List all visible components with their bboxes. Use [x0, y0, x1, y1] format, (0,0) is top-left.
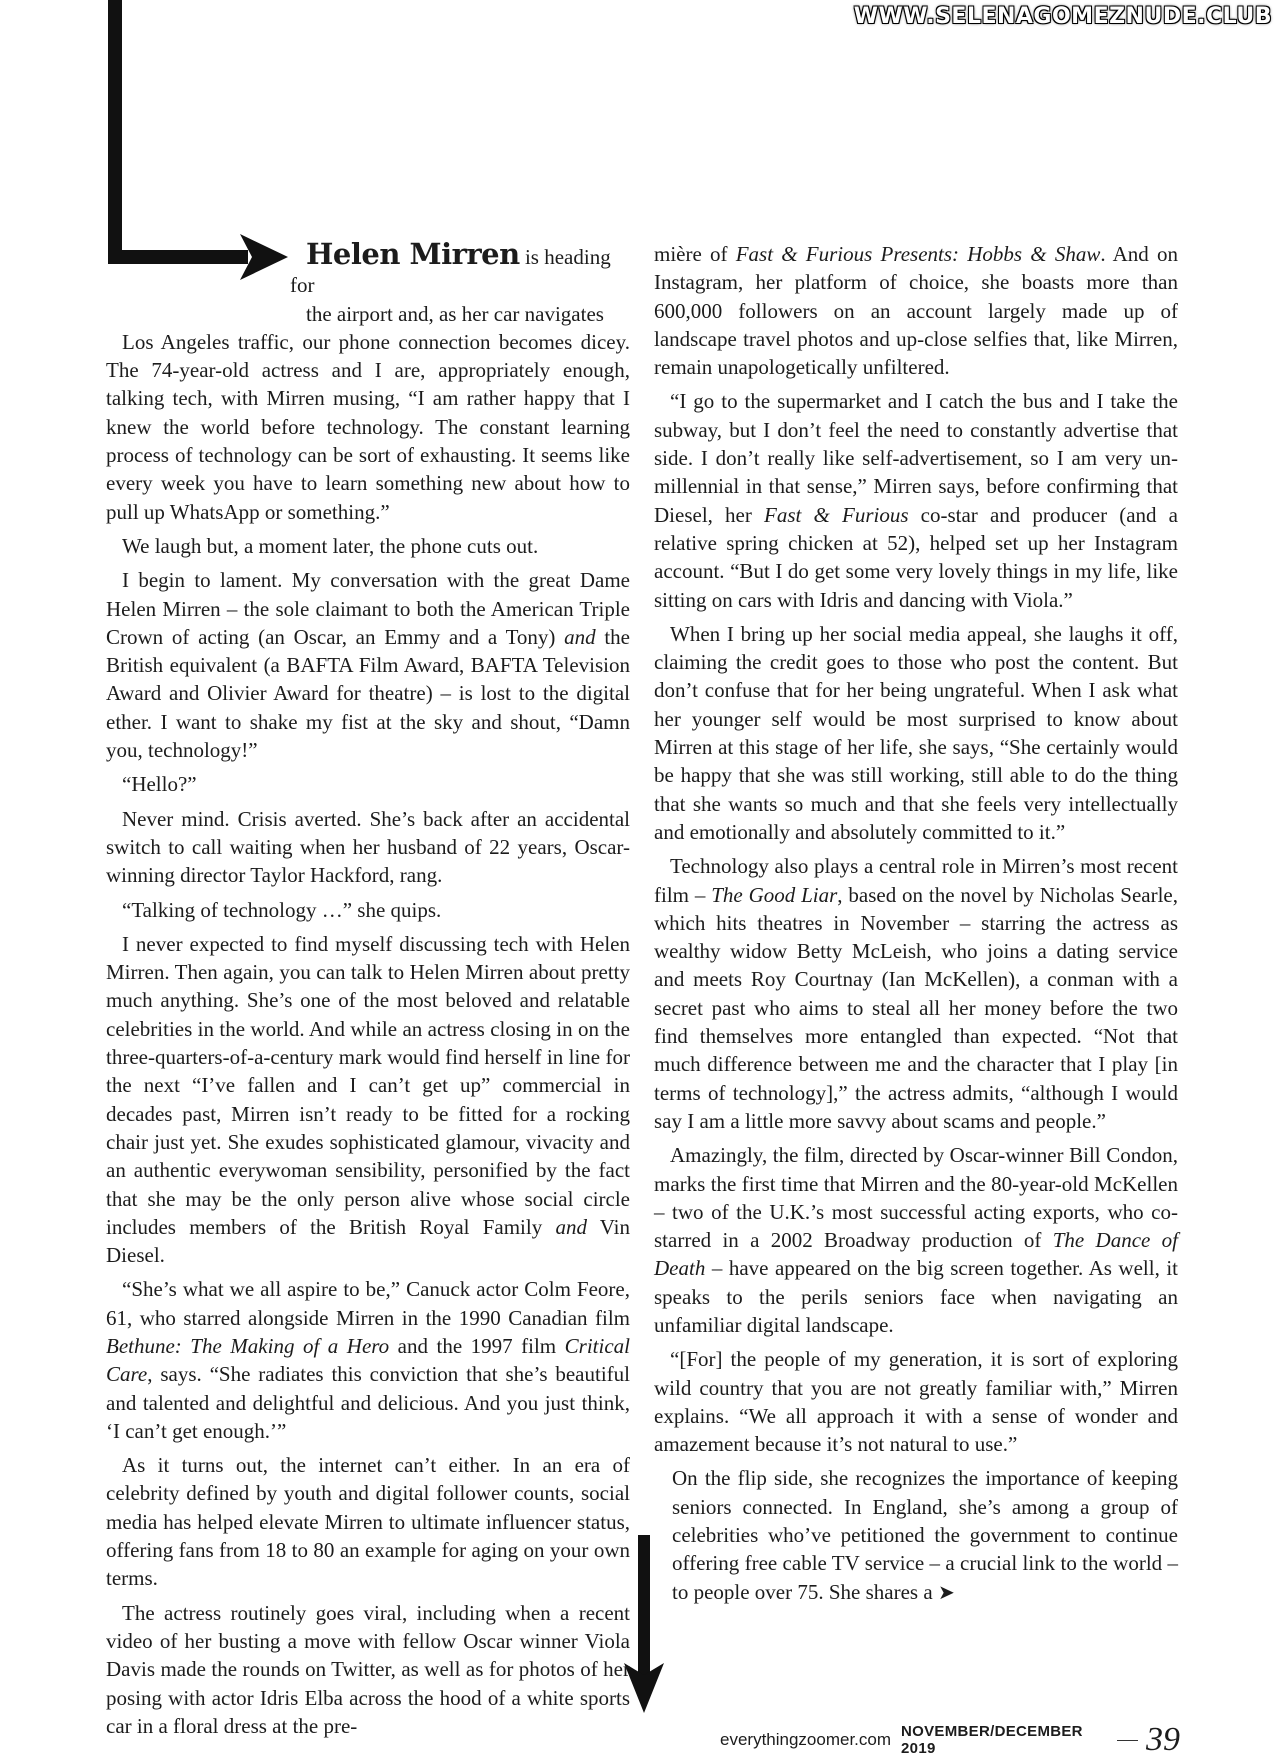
paragraph: “Hello?”: [122, 772, 197, 797]
left-column: [106, 237, 631, 1740]
paragraph: Never mind. Crisis averted. She’s back after an accidental switch to call waiting when her husband of 22 years, Oscar-winning director Taylor Hackford, rang.: [106, 806, 630, 888]
paragraph: On the flip side, she recognizes the importance of keeping seniors connected. In England, she’s among a group of celebrities who’ve petitioned the government to continue offering free cable TV service – a crucial link to the world – to people over 75. She shares a ➤: [672, 1466, 1178, 1604]
lead-line-2: the airport and, as her car navigates: [306, 301, 604, 326]
paragraph: We laugh but, a moment later, the phone cuts out.: [122, 533, 539, 558]
paragraph: “She’s what we all aspire to be,” Canuck actor Colm Feore, 61, who starred alongside Mirren in the 1990 Canadian film Bethune: The Making of a Hero and the 1997 film Critical Care, says. “She radiates this conviction that she’s beautiful and talented and delightful and delicious. And you just think, ‘I can’t get enough.’”: [106, 1277, 630, 1443]
paragraph: “[For] the people of my generation, it is sort of exploring wild country that you are not greatly familiar with,” Mirren explains. “We all approach it with a sense of wonder and amazement because it’s not natural to use.”: [654, 1347, 1178, 1457]
paragraph: “I go to the supermarket and I catch the bus and I take the subway, but I don’t feel the need to constantly advertise that side. I don’t really like self-advertisement, so I am very un-millennial in that sense,” Mirren says, before confirming that Diesel, her Fast & Furious co-star and producer (and a relative spring chicken at 52), helped set up her Instagram account. “But I do get some very lovely things in my life, like sitting on cars with Idris and dancing with Viola.”: [654, 389, 1178, 612]
paragraph: “Talking of technology …” she quips.: [122, 897, 442, 922]
paragraph: I never expected to find myself discussing tech with Helen Mirren. Then again, you can talk to Helen Mirren about pretty much anything. She’s one of the most beloved and relatable celebrities in the world. And while an actress closing in on the three-quarters-of-a-century mark would find herself in line for the next “I’ve fallen and I can’t get up” commercial in decades past, Mirren isn’t ready to be fitted for a rocking chair just yet. She exudes sophisticated glamour, vivacity and an authentic everywoman sensibility, personified by the fact that she may be the only person alive whose social circle includes members of the British Royal Family and Vin Diesel.: [106, 931, 631, 1268]
watermark: WWW.SELENAGOMEZNUDE.CLUB: [853, 4, 1272, 29]
paragraph: I begin to lament. My conversation with the great Dame Helen Mirren – the sole claimant to both the American Triple Crown of acting (an Oscar, an Emmy and a Tony) and the British equivalent (a BAFTA Film Award, BAFTA Television Award and Olivier Award for theatre) – is lost to the digital ether. I want to shake my fist at the sky and shout, “Damn you, technology!”: [106, 568, 630, 763]
lead-paragraph: Helen Mirren is heading for the airport and, as her car navigates: [106, 240, 630, 328]
paragraph: As it turns out, the internet can’t either. In an era of celebrity defined by youth and digital follower counts, social media has helped elevate Mirren to ultimate influencer status, offering fans from 18 to 80 an example for aging on your own terms.: [106, 1453, 630, 1591]
paragraph: The actress routinely goes viral, including when a recent video of her busting a move with fellow Oscar winner Viola Davis made the rounds on Twitter, as well as for photos of her posing with actor Idris Elba across the hood of a white sports car in a floral dress at the pre-: [106, 1600, 630, 1738]
paragraph: Technology also plays a central role in Mirren’s most recent film – The Good Liar, based on the novel by Nicholas Searle, which hits theatres in November – starring the actress as wealthy widow Betty McLeish, who joins a dating service and meets Roy Courtnay (Ian McKellen), a conman with a secret past who aims to steal all her money before the two find themselves more entangled than expected. “Not that much difference between me and the character that I play [in terms of technology],” the actress admits, “although I would say I am a little more savvy about scams and people.”: [654, 854, 1178, 1133]
continue-arrow-icon: ➤: [937, 1579, 955, 1604]
paragraph: mière of Fast & Furious Presents: Hobbs & Shaw. And on Instagram, her platform of choice, she boasts more than 600,000 followers on an account largely made up of landscape travel photos and up-close selfies that, like Mirren, remain unapologetically unfiltered.: [654, 242, 1179, 380]
paragraph: When I bring up her social media appeal, she laughs it off, claiming the credit goes to those who post the content. But don’t confuse that for her being ungrateful. When I ask what her younger self would be most surprised to know about Mirren at this stage of her life, she says, “She certainly would be happy that she was still working, still able to do the thing that she wants so much and that she feels very intellectually and emotionally and absolutely committed to it.”: [654, 621, 1178, 844]
right-column-body: [654, 240, 1178, 1606]
page-number: 39: [1146, 1721, 1180, 1758]
left-column-body: [106, 328, 630, 1740]
paragraph: Los Angeles traffic, our phone connection becomes dicey. The 74-year-old actress and I are, appropriately enough, talking tech, with Mirren musing, “I am rather happy that I knew the world before technology. The constant learning process of technology can be sort of exhausting. It seems like every week you have to learn something new about how to pull up WhatsApp or something.”: [106, 329, 630, 524]
footer-date: NOVEMBER/DECEMBER 2019: [901, 1723, 1083, 1757]
paragraph: Amazingly, the film, directed by Oscar-winner Bill Condon, marks the first time that Mirren and the 80-year-old McKellen – two of the U.K.’s most successful acting exports, who co-starred in a 2002 Broadway production of The Dance of Death – have appeared on the big screen together. As well, it speaks to the perils seniors face when navigating an unfamiliar digital landscape.: [654, 1143, 1178, 1337]
footer-site: everythingzoomer.com: [720, 1730, 892, 1749]
right-column: [654, 240, 1178, 1606]
page-footer: [720, 1720, 1180, 1760]
lead-name: Helen Mirren: [306, 237, 520, 271]
footer-dash: [1117, 1740, 1138, 1741]
